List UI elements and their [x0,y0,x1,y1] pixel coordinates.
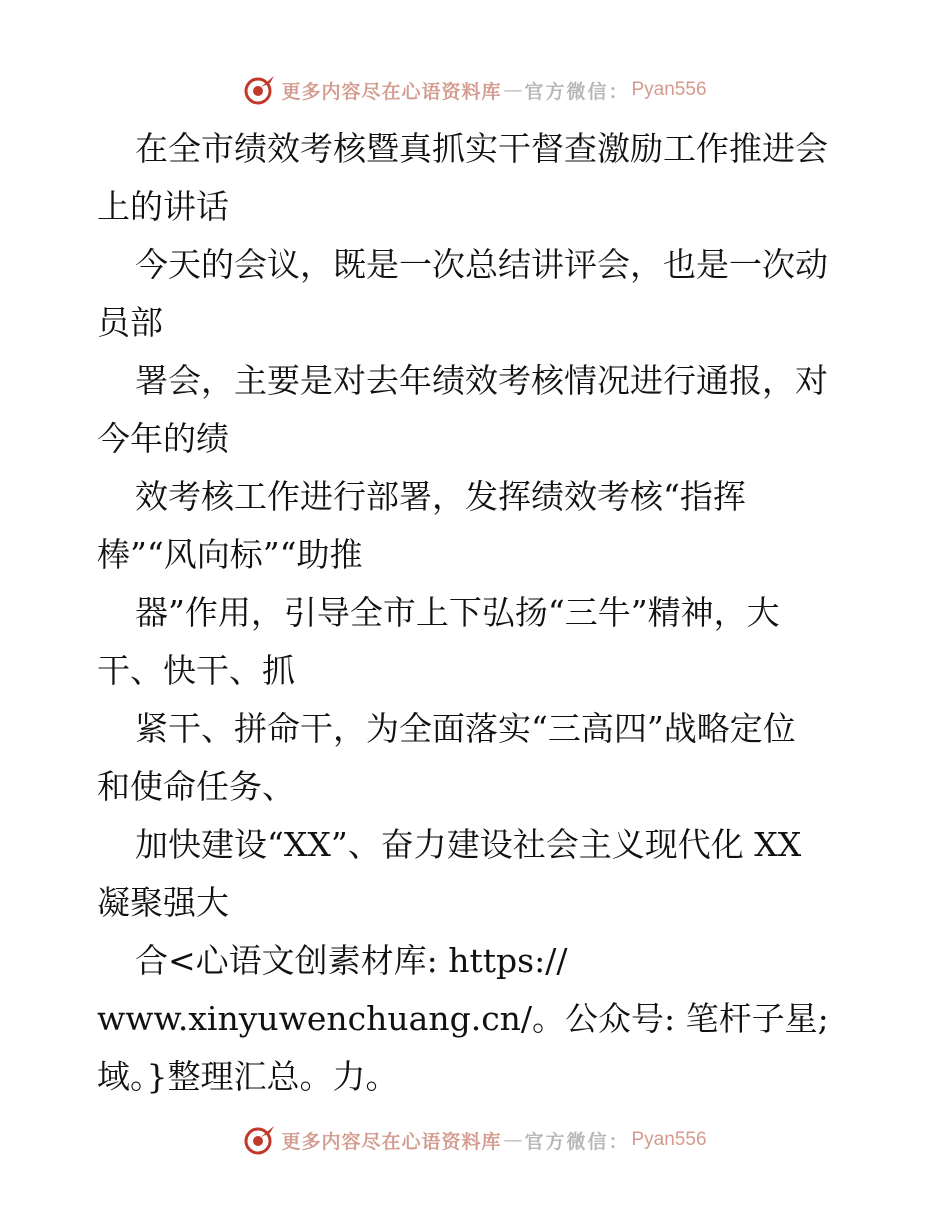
paragraph-line: 域。}整理汇总。力。 [97,1057,399,1096]
paragraph-line: 效考核工作进行部署，发挥绩效考核“指挥 [135,477,746,516]
paragraph-line: 紧干、拼命干，为全面落实“三高四”战略定位 [135,709,796,748]
banner-wechat-label: 官方微信： [524,80,630,103]
document-title-line-2: 上的讲话 [97,187,229,226]
paragraph-line: 器”作用，引导全市上下弘扬“三牛”精神，大 [135,593,780,632]
banner-tagline: 更多内容尽在心语资料库 [281,80,502,103]
paragraph-line: 合<心语文创素材库: https:// [135,941,568,980]
header-banner [0,70,950,110]
pen-nib-logo-icon [243,1123,277,1157]
document-title-line-1: 在全市绩效考核暨真抓实干督查激励工作推进会 [135,129,828,168]
pen-nib-logo-icon [243,73,277,107]
paragraph-line: 今天的会议，既是一次总结讲评会，也是一次动 [135,245,828,284]
banner-wechat-id: Pyan556 [631,1129,707,1150]
paragraph-line: www.xinyuwenchuang.cn/。公众号: 笔杆子星; [97,999,829,1038]
banner-separator: — [503,1129,523,1151]
footer-banner [0,1120,950,1160]
banner-tagline: 更多内容尽在心语资料库 [281,1130,502,1153]
paragraph-line: 加快建设“XX”、奋力建设社会主义现代化 XX [135,825,802,864]
paragraph-line: 今年的绩 [97,419,229,458]
paragraph-line: 员部 [97,303,163,342]
paragraph-line: 干、快干、抓 [97,651,295,690]
paragraph-line: 棒”“风向标”“助推 [97,535,363,574]
paragraph-line: 凝聚强大 [97,883,229,922]
document-body [97,120,867,1106]
paragraph-line: 和使命任务、 [97,767,295,806]
paragraph-line: 署会，主要是对去年绩效考核情况进行通报，对 [135,361,828,400]
banner-wechat-label: 官方微信： [524,1130,630,1153]
banner-separator: — [503,79,523,101]
banner-wechat-id: Pyan556 [631,79,707,100]
